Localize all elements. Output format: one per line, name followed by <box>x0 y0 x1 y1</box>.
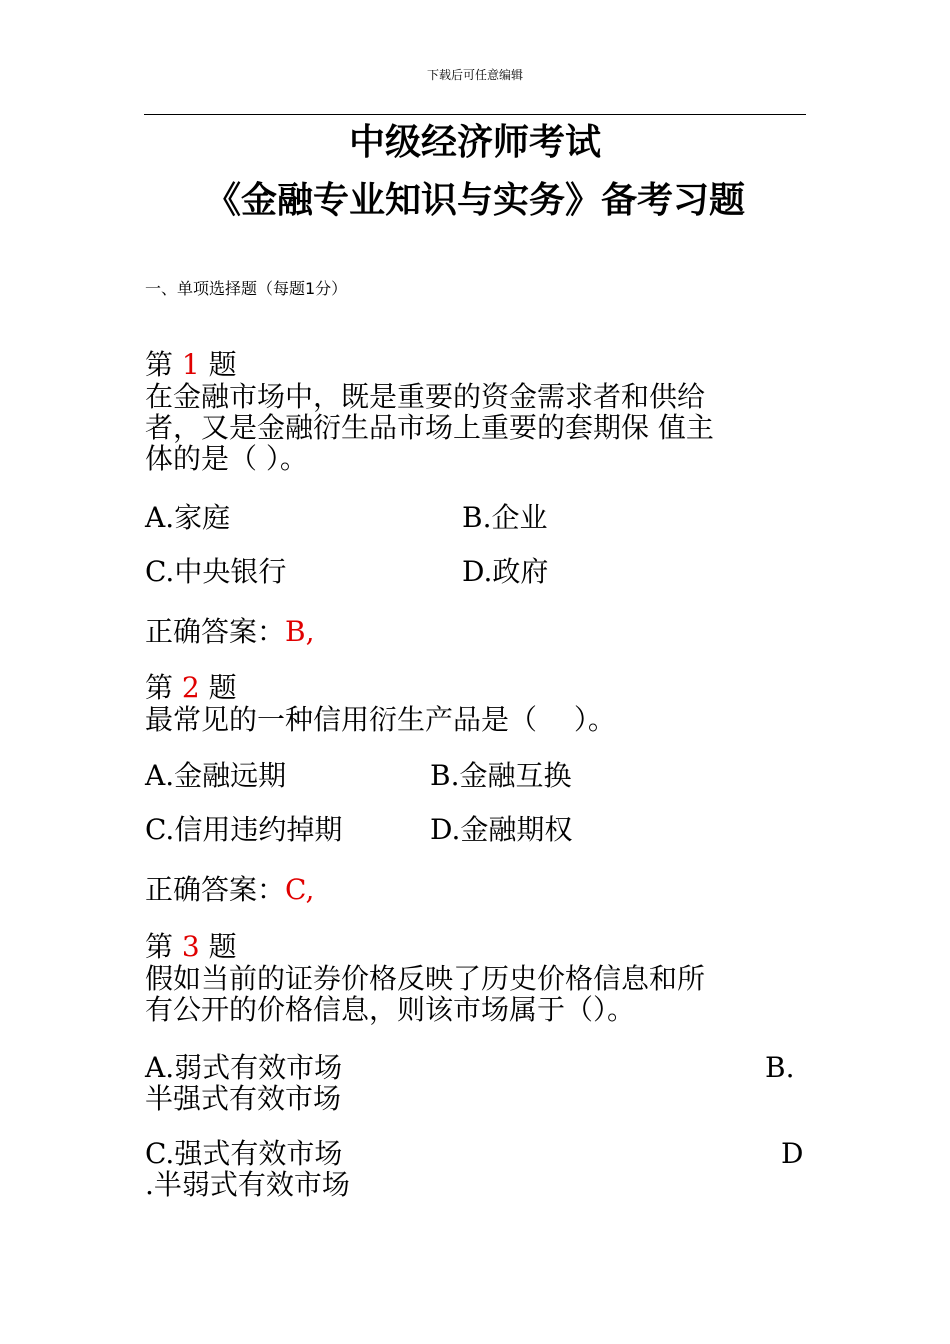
question-prefix: 第 <box>145 671 174 704</box>
option-d: D.金融期权 <box>430 813 573 846</box>
question-number: 1 <box>181 348 200 381</box>
option-b-text: 半强式有效市场 <box>145 1082 342 1115</box>
question-suffix: 题 <box>208 348 237 381</box>
question-stem <box>145 704 805 735</box>
answer-line <box>145 868 314 908</box>
option-d-text: .半弱式有效市场 <box>145 1168 350 1201</box>
question-number-line <box>145 672 805 704</box>
stem-line: 者，又是金融衍生品市场上重要的套期保 值主 <box>145 411 714 444</box>
question-number: 2 <box>181 671 200 704</box>
title-line-2: 《金融专业知识与实务》备考习题 <box>204 180 745 221</box>
question-suffix: 题 <box>208 930 237 963</box>
answer-value: B, <box>285 615 315 648</box>
option-d: D <box>781 1137 804 1170</box>
answer-label: 正确答案： <box>145 873 286 906</box>
stem-line: 在金融市场中，既是重要的资金需求者和供给 <box>145 380 706 413</box>
question-3 <box>145 931 805 1025</box>
question-stem <box>145 963 805 1025</box>
answer-label: 正确答案： <box>145 615 286 648</box>
answer-line <box>145 610 315 650</box>
question-stem <box>145 381 805 474</box>
title-line-1: 中级经济师考试 <box>348 122 601 163</box>
question-number-line <box>145 349 805 381</box>
question-2 <box>145 672 805 735</box>
stem-line: 有公开的价格信息，则该市场属于（）。 <box>145 993 636 1026</box>
question-number: 3 <box>181 930 200 963</box>
question-prefix: 第 <box>145 348 174 381</box>
question-1 <box>145 349 805 474</box>
option-b: B. <box>765 1051 795 1084</box>
option-a: A.家庭 <box>145 501 231 534</box>
question-prefix: 第 <box>145 930 174 963</box>
option-c: C.中央银行 <box>145 555 287 588</box>
option-b: B.金融互换 <box>430 759 572 792</box>
option-c: C.强式有效市场 <box>145 1137 343 1170</box>
page-header: 下载后可任意编辑 <box>426 68 523 82</box>
question-number-line <box>145 931 805 963</box>
stem-line: 体的是（ ）。 <box>145 442 308 475</box>
option-b: B.企业 <box>462 501 548 534</box>
option-c: C.信用违约掉期 <box>145 813 343 846</box>
option-d: D.政府 <box>462 555 549 588</box>
section-heading: 一、单项选择题（每题1分） <box>145 279 348 298</box>
stem-line: 假如当前的证券价格反映了历史价格信息和所 <box>145 962 706 995</box>
answer-value: C, <box>285 873 315 906</box>
stem-line: 最常见的一种信用衍生产品是（ ）。 <box>145 703 616 736</box>
option-a: A.金融远期 <box>145 759 287 792</box>
question-suffix: 题 <box>208 671 237 704</box>
option-a: A.弱式有效市场 <box>145 1051 343 1084</box>
